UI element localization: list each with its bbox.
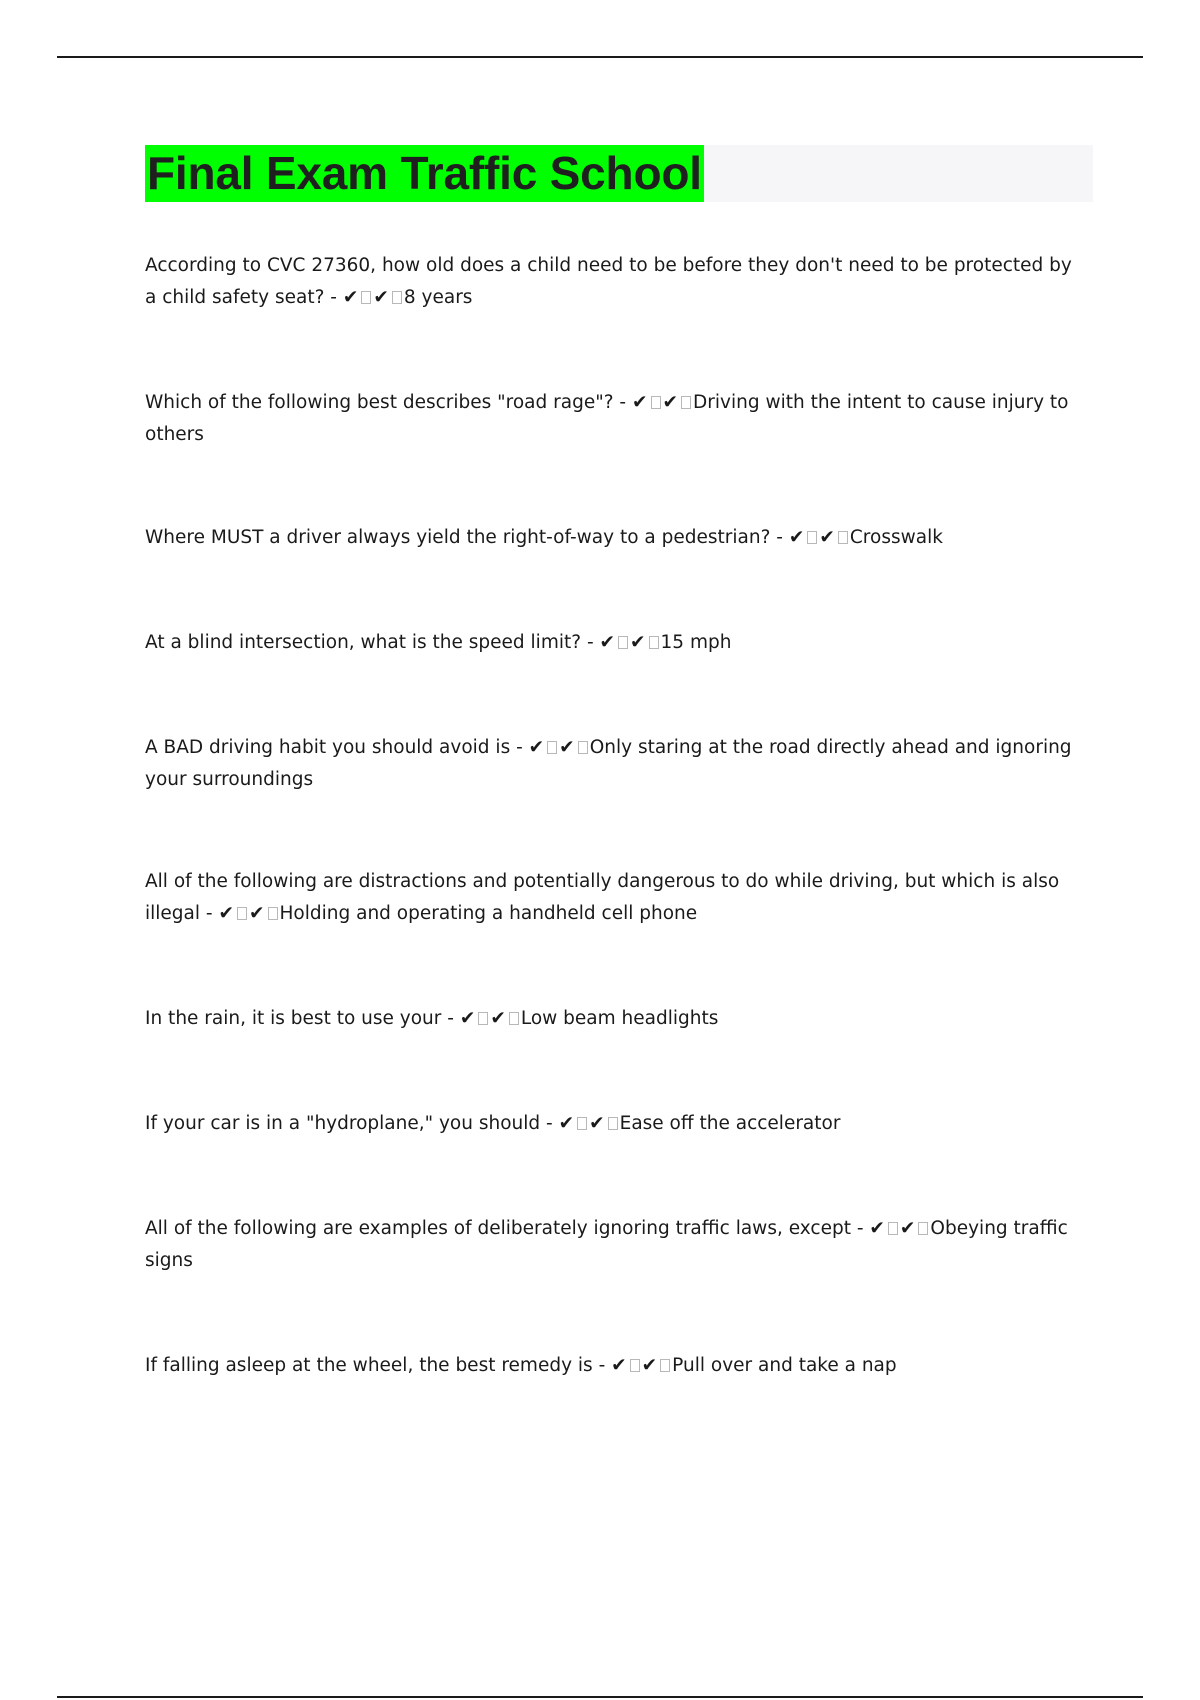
check-icon: ✔ [819,527,835,548]
check-icon: ✔ [589,1113,605,1134]
page-title: Final Exam Traffic School [145,145,704,202]
qa-item-5: A BAD driving habit you should avoid is - ✔ ✔ Only staring at the road directly ahead and ignoring your surroundings [145,737,1072,790]
answer-text: Driving with the intent to cause injury to others [145,392,1069,445]
qa-item-10: If falling asleep at the wheel, the best remedy is - ✔ ✔ Pull over and take a nap [145,1355,897,1376]
qa-item-4: At a blind intersection, what is the speed limit? - ✔ ✔ 15 mph [145,632,732,653]
answer-text: Holding and operating a handheld cell phone [279,903,698,924]
answer-text: Obeying traffic signs [145,1218,1068,1271]
answer-text: 15 mph [660,632,732,653]
answer-text: Low beam headlights [520,1008,719,1029]
missing-glyph-box-icon [478,1012,488,1025]
missing-glyph-box-icon [547,741,557,754]
question-text: All of the following are examples of deliberately ignoring traffic laws, except [145,1218,851,1239]
check-icon: ✔ [631,392,648,413]
question-text: In the rain, it is best to use your [145,1008,442,1029]
qa-item-2: Which of the following best describes "road rage"? - ✔ ✔ Driving with the intent to cause injury to others [145,392,1069,445]
check-icon: ✔ [559,737,575,758]
check-icon: ✔ [662,392,679,413]
question-text: At a blind intersection, what is the speed limit? [145,632,582,653]
missing-glyph-box-icon [268,907,278,920]
question-text: A BAD driving habit you should avoid is [145,737,511,758]
answer-text: 8 years [403,287,473,308]
check-icon: ✔ [641,1355,658,1376]
missing-glyph-box-icon [651,396,661,409]
check-icon: ✔ [630,632,646,653]
question-text: If your car is in a "hydroplane," you should [145,1113,541,1134]
missing-glyph-box-icon [649,636,659,649]
check-icon: ✔ [342,287,359,308]
qa-item-8: If your car is in a "hydroplane," you should - ✔ ✔ Ease off the accelerator [145,1113,841,1134]
check-icon: ✔ [528,737,545,758]
check-icon: ✔ [599,632,616,653]
answer-text: Pull over and take a nap [672,1355,897,1376]
missing-glyph-box-icon [578,741,588,754]
top-rule [57,56,1143,58]
check-icon: ✔ [490,1008,506,1029]
question-text: All of the following are distractions and potentially dangerous to do while driving, but which is also illegal [145,871,1060,924]
answer-text: Ease off the accelerator [619,1113,841,1134]
missing-glyph-box-icon [237,907,247,920]
check-icon: ✔ [611,1355,627,1376]
missing-glyph-box-icon [608,1117,618,1130]
missing-glyph-box-icon [888,1222,898,1235]
check-icon: ✔ [558,1113,575,1134]
check-icon: ✔ [218,903,234,924]
missing-glyph-box-icon [392,291,402,304]
answer-text: Crosswalk [849,527,943,548]
answer-text: Only staring at the road directly ahead and ignoring your surroundings [145,737,1072,790]
missing-glyph-box-icon [630,1359,640,1372]
check-icon: ✔ [459,1008,476,1029]
qa-item-9: All of the following are examples of deliberately ignoring traffic laws, except - ✔ ✔ Obeying traffic signs [145,1218,1068,1271]
qa-item-1: According to CVC 27360, how old does a child need to be before they don't need to be protected by a child safety seat? - ✔ ✔ 8 years [145,255,1072,308]
missing-glyph-box-icon [509,1012,519,1025]
qa-item-7: In the rain, it is best to use your - ✔ ✔ Low beam headlights [145,1008,719,1029]
missing-glyph-box-icon [577,1117,587,1130]
check-icon: ✔ [788,527,805,548]
bottom-rule [57,1696,1143,1698]
missing-glyph-box-icon [918,1222,928,1235]
missing-glyph-box-icon [807,531,817,544]
check-icon: ✔ [373,287,389,308]
missing-glyph-box-icon [618,636,628,649]
question-text: If falling asleep at the wheel, the best remedy is [145,1355,593,1376]
question-text: Where MUST a driver always yield the right-of-way to a pedestrian? [145,527,771,548]
missing-glyph-box-icon [681,396,691,409]
check-icon: ✔ [869,1218,885,1239]
question-text: According to CVC 27360, how old does a child need to be before they don't need to be protected by a child safety seat? [145,255,1072,308]
missing-glyph-box-icon [838,531,848,544]
qa-item-6: All of the following are distractions and potentially dangerous to do while driving, but which is also illegal - ✔ ✔ Holding and operating a handheld cell phone [145,871,1060,924]
check-icon: ✔ [899,1218,916,1239]
check-icon: ✔ [248,903,265,924]
qa-item-3: Where MUST a driver always yield the right-of-way to a pedestrian? - ✔ ✔ Crosswalk [145,527,943,548]
missing-glyph-box-icon [361,291,371,304]
question-text: Which of the following best describes "road rage"? [145,392,614,413]
missing-glyph-box-icon [660,1359,670,1372]
